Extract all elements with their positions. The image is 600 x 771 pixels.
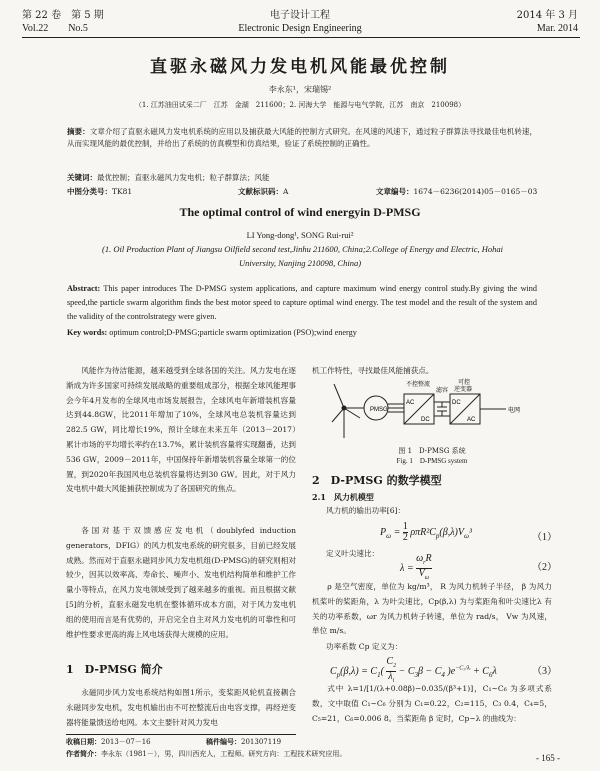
abstract-en	[67, 282, 537, 324]
fig-label-gen: PMSG	[370, 407, 388, 413]
keywords-cn-text: 最优控制；直驱永磁风力发电机；粒子群算法；风能	[97, 173, 270, 182]
header-volume-cn: 第 22 卷 第 5 期	[22, 10, 104, 21]
keywords-en-text: optimum control;D-PMSG;particle swarm optimization (PSO);wind energy	[109, 328, 357, 337]
authors-cn: 李永东¹，宋瑞锡²	[268, 85, 332, 94]
abstract-cn-label: 摘要：	[67, 127, 90, 136]
tip-speed-ratio-definition: 定义叶尖速比：	[326, 549, 380, 558]
header-date-en: Mar. 2014	[536, 23, 578, 34]
article-number	[376, 186, 537, 198]
bio-label: 作者简介：	[66, 749, 101, 758]
footnote-manuscript	[206, 737, 281, 747]
section-2-1-variables: ρ 是空气密度，单位为 kg/m³， R 为风力机转子半径， β 为风力机桨叶的桨距角，λ 为叶尖速比，Cp(β,λ) 为与桨距角和叶尖速比λ 有关的功率系数，ωr 为风力机转子转速，单位为 rad/s， Vw 为风速，单位 m/s。	[312, 582, 552, 636]
bio-text: 李永东（1981－），男，四川西充人，工程师。研究方向：工程技术研究应用。	[101, 750, 347, 758]
doc-label: 文献标识码：	[238, 187, 283, 196]
article-label: 文章编号：	[376, 187, 414, 196]
fig-label-inverter: 可控	[458, 379, 471, 386]
fig-label-rectifier: 不控整流	[406, 381, 431, 388]
doc-value: A	[283, 187, 289, 196]
fig-label-ac: AC	[406, 400, 415, 406]
figure-1-diagram	[330, 378, 530, 442]
received-date: 2013－07－16	[101, 738, 151, 746]
section-2-1-intro: 风力机的输出功率[6]：	[326, 506, 406, 515]
document-code	[238, 186, 288, 198]
figure-1-caption-en: Fig. 1 D-PMSG system	[396, 457, 468, 465]
abstract-en-label: Abstract:	[67, 284, 101, 293]
clc-value: TK81	[112, 187, 133, 196]
keywords-cn-label: 关键词：	[67, 173, 97, 182]
footnote-author-bio	[66, 749, 486, 759]
clc-label: 中图分类号：	[67, 187, 112, 196]
footnote-rule	[66, 734, 296, 735]
section-2-heading: 2 D-PMSG 的数学模型	[312, 474, 442, 487]
header-volume-en: Vol.22 No.5	[22, 23, 88, 34]
equation-1-number: （1）	[532, 532, 557, 543]
abstract-cn	[67, 126, 537, 150]
footnote-received	[66, 737, 151, 747]
figure-1-caption-cn: 图 1 D-PMSG 系统	[398, 447, 466, 455]
fig-label-capacitor: 滤容	[436, 387, 449, 394]
section-2-1-coefficients: 式中 λ=1/[1/(λ+0.08β)−0.035/(β³+1)]，C₁~C₆ 为多项式系数，文中取值 C₁~C₆ 分别为 C₁=0.22，C₂=115，C₃ 0.4，C₄=5，C₅=21，C₆=0.006 8。当桨距角 β 定时，Cp~λ 的曲线为：	[312, 684, 552, 723]
authors-en: LI Yong-dong¹, SONG Rui-rui²	[246, 230, 354, 240]
fig-label-grid: 电网	[508, 407, 521, 414]
right-column-text: 机工作特性，寻找最佳风能捕获点。	[312, 366, 434, 375]
keywords-en-label: Key words:	[67, 328, 108, 337]
equation-3: $C_p(\beta,\lambda) = C_1$( $\frac{C_2}{\lambda_i}$ − $C_3\beta - C_4$ )$e^{-C_5/\lambda ᵢ} + C_6\lambda$	[330, 656, 497, 684]
header-journal-cn: 电子设计工程	[270, 10, 330, 21]
section-1-paragraph: 永磁同步风力发电系统结构如图1所示，变桨距风轮机直接耦合永磁同步发电机，发电机输出由不可控整流后由电容支撑，再经逆变器将能量馈送给电网。本文主要针对风力发电	[66, 688, 296, 727]
turbine-blades	[332, 384, 360, 422]
page-number: - 165 -	[536, 753, 560, 763]
equation-1: $P_\omega$ = $\frac{1}{2}$ $\rho\pi R^2C_p(\beta,\lambda)V_\omega^3$	[380, 521, 472, 543]
section-1-heading: 1 D-PMSG 简介	[66, 663, 163, 676]
affiliation-cn: （1. 江苏油田试采二厂 江苏 金湖 211600；2. 河海大学 能源与电气学院，江苏 南京 210098）	[134, 101, 466, 109]
fig-label-inverter2: 逆变器	[454, 386, 473, 393]
header-date-cn: 2014 年 3 月	[516, 10, 578, 21]
received-label: 收稿日期：	[66, 737, 101, 746]
keywords-cn	[67, 172, 537, 184]
header-rule	[22, 37, 580, 38]
section-2-1-heading: 2.1 风力机模型	[312, 492, 374, 502]
fig-label-dc2: DC	[452, 400, 461, 406]
intro-paragraph-1: 风能作为待洁能源，越来越受到全球各国的关注。风力发电在逐渐成为许多国家可持续发展战略的重要组成部分，根据全球风能理事会今年4月发布的全球风电市场发展报告，全球风电年新增装机容量达到44.8GW，比2011年增加了10%，全球风电总装机容量达到282.5 GW，同比增长19%，预计全球在未来五年（2013－2017）累计市场的平均增长率约在13.7%，累计装机容量将实现翻番，达到536 GW，2009－2011年，中国保持年新增装机容量全球第一的位置，到2020年我国风电总装机容量将达到30 GW。因此，对于风力发电机中最大风能捕获控制成为了各国研究的焦点。	[66, 366, 296, 494]
abstract-cn-text: 文章介绍了直驱永磁风力发电机系统的应用以及捕获最大风能的控制方式研究。在风速的风速下，通过粒子群算法寻找最佳电机转速，从而实现风能的最优控制，并给出了系统的仿真模型和仿真结果，验证了系统控制的正确性。	[67, 127, 538, 148]
header-journal-en: Electronic Design Engineering	[238, 23, 362, 34]
keywords-en	[67, 328, 537, 337]
fig-label-ac2: AC	[467, 417, 476, 423]
title-cn: 直驱永磁风力发电机风能最优控制	[150, 57, 450, 77]
equation-3-number: （3）	[532, 666, 557, 677]
article-value: 1674－6236(2014)05－0165－03	[413, 187, 538, 196]
turbine-hub	[342, 406, 346, 410]
fig-label-dc: DC	[421, 417, 430, 423]
manuscript-number: 201307119	[241, 738, 282, 746]
equation-2: λ = $\omega_rR$ $V_\omega$	[400, 553, 432, 581]
abstract-en-text: This paper introduces The D-PMSG system applications, and capture maximum wind energy control study.By giving the wind speed,the particle swarm algorithm finds the best motor speed to capture optimal wind energy. The test model and the result of the system and the validity of the controlstrategy were given.	[67, 284, 537, 321]
manuscript-label: 稿件编号：	[206, 737, 241, 746]
power-coefficient-definition: 功率系数 Cp 定义为：	[326, 642, 403, 651]
affiliation-en-line2: University, Nanjing 210098, China)	[238, 258, 362, 268]
equation-2-number: （2）	[532, 562, 557, 573]
intro-paragraph-2: 各国对基于双馈感应发电机（doublyfed induction generators，DFIG）的风力机发电系统的研究很多，目前已经发展成熟。然而对于直驱永磁同步风力发电机组(D-PMSG)的研究则相对较少，因其以效率高、寿命长、噪声小、发电机结构简单和维护工作量小等特点，在风力发电领域受到了越来越多的重视。而且根据文献[5]的分析，直驱永磁发电机在整体循环成本方面，对于风力发电机组的使用而言是有优势的，开启完全自主对风力发电机的可靠性和可维护性要求更高的海上风电场获得大规模的应用。	[66, 526, 296, 639]
title-en: The optimal control of wind energyin D-PMSG	[179, 205, 421, 219]
affiliation-en-line1: (1. Oil Production Plant of Jiangsu Oilfield second test,Jinhu 211600, China;2.College of Energy and Electric, Hohai	[101, 244, 503, 254]
clc-number	[67, 186, 132, 198]
